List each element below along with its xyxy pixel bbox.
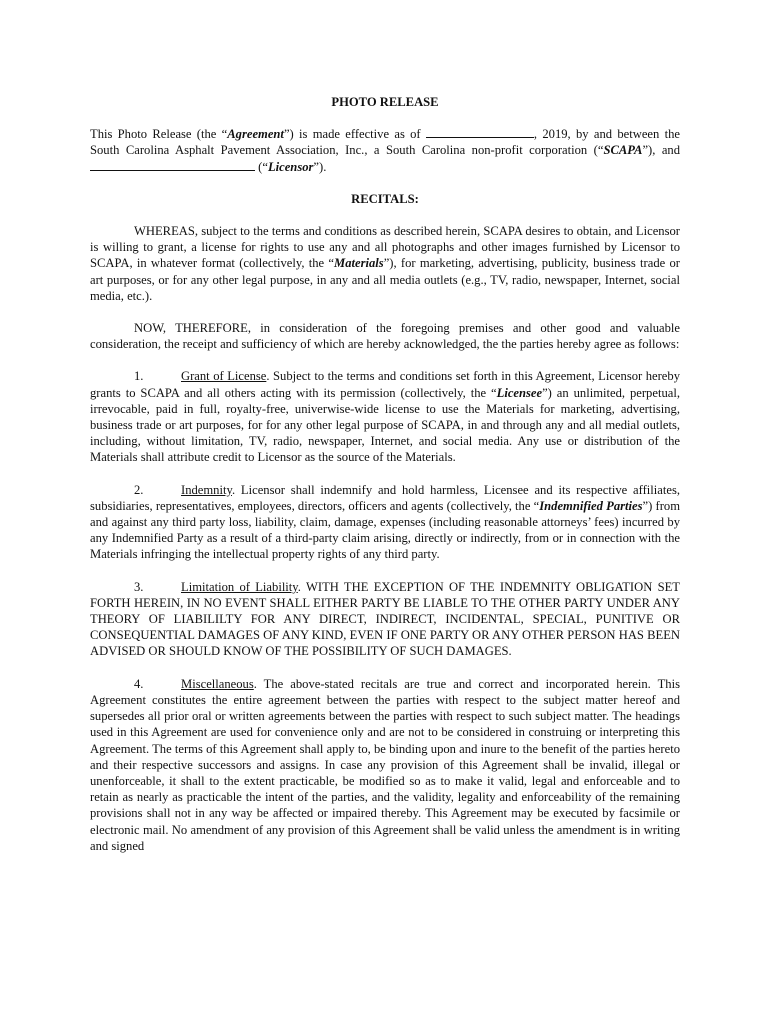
now-therefore-paragraph: NOW, THEREFORE, in consideration of the foregoing premises and other good and valuable consideration, the receipt and sufficiency of which are hereby acknowledged, the the parties hereby agree as follows:: [90, 321, 680, 352]
section-number: 2.: [134, 482, 144, 497]
intro-paragraph: [90, 126, 680, 175]
section-text-1: . WITH THE EXCEPTION OF THE INDEMNITY OBLIGATION SET FORTH HEREIN, IN NO EVENT SHALL EITHER PARTY BE LIABLE TO THE OTHER PARTY UNDER ANY THEORY OF LIABILILTY FOR ANY DIRECT, INDIRECT, INCIDENTAL, SPECIAL, PUNITIVE OR CONSEQUENTIAL DAMAGES OF ANY KIND, EVEN IF ONE PARTY OR ANY OTHER PERSON HAS BEEN ADVISED OR SHOULD KNOW OF THE POSSIBILITY OF SUCH DAMAGES.: [90, 579, 680, 659]
licensor-name-blank[interactable]: [90, 159, 255, 171]
whereas-paragraph: [90, 223, 680, 304]
intro-text-3: , 2019, by and between the South Carolina Asphalt Pavement Association, Inc., a South Carolina non-profit corporation (“: [90, 127, 680, 158]
intro-text-5: (“: [255, 159, 268, 174]
term-materials: Materials: [334, 256, 384, 271]
term-licensee: Licensee: [496, 385, 543, 400]
section-number: 1.: [134, 369, 144, 384]
section-heading: Limitation of Liability: [181, 579, 298, 594]
section-number: 4.: [134, 676, 144, 691]
intro-text-4: ”), and: [642, 143, 681, 158]
section-text-1: . Subject to the terms and conditions set forth in this Agreement, Licensor hereby grants to SCAPA and all others acting with its permission (collectively, the “: [90, 369, 680, 400]
whereas-text-1: WHEREAS, subject to the terms and conditions as described herein, SCAPA desires to obtain, and Licensor is willing to grant, a license for rights to use any and all photographs and other images furnished by Licensor to SCAPA, in whatever format (collectively, the “: [90, 224, 680, 271]
section-miscellaneous: [90, 676, 680, 854]
section-indemnity: [90, 482, 680, 563]
section-text-2: ”) an unlimited, perpetual, irrevocable, paid in full, royalty-free, univerwise-wide license to use the Materials for marketing, advertising, business trade or art purposes, for for any other legal purpose of SCAPA, in and through any and all medial outlets, including, without limitation, TV, radio, newspaper, Internet, and social media. Any use or distribution of the Materials shall attribute credit to Licensor as the source of the Materials.: [90, 385, 680, 465]
section-heading: Grant of License: [181, 369, 267, 384]
term-indemnified-parties: Indemnified Parties: [539, 498, 643, 513]
section-grant-of-license: [90, 368, 680, 465]
section-heading: Indemnity: [181, 482, 232, 497]
recitals-heading: RECITALS:: [351, 191, 419, 206]
whereas-text-2: ”), for marketing, advertising, publicity, business trade or art purposes, or for any other legal purpose, in any and all media outlets (e.g., TV, radio, newspaper, Internet, social media, etc.).: [90, 256, 680, 303]
document-title: PHOTO RELEASE: [331, 95, 439, 109]
intro-text-6: ”).: [313, 159, 327, 174]
term-scapa: SCAPA: [603, 143, 643, 158]
term-agreement: Agreement: [227, 127, 284, 142]
intro-text-2: ”) is made effective as of: [283, 127, 426, 142]
section-text-1: . Licensor shall indemnify and hold harmless, Licensee and its respective affiliates, subsidiaries, representatives, employees, directors, officers and agents (collectively, the “: [90, 482, 680, 513]
section-text-1: . The above-stated recitals are true and correct and incorporated herein. This Agreement constitutes the entire agreement between the parties with respect to the subject matter hereof and supersedes all prior oral or written agreements between the parties with respect to such subject matter. The headings used in this Agreement are used for convenience only and are not to be considered in construing or interpreting this Agreement. The terms of this Agreement shall apply to, be binding upon and inure to the benefit of the parties hereto and their respective successors and assigns. In case any provision of this Agreement shall be invalid, illegal or unenforceable, it shall to the extent practicable, be modified so as to make it valid, legal and enforceable and to retain as nearly as practicable the intent of the parties, and the validity, legality and enforceability of the remaining provisions shall not in any way be affected or impaired thereby. This Agreement may be executed by facsimile or electronic mail. No amendment of any provision of this Agreement shall be valid unless the amendment is in writing and signed: [90, 676, 680, 853]
section-number: 3.: [134, 579, 144, 594]
document-page: [90, 94, 680, 870]
effective-date-blank[interactable]: [426, 126, 534, 138]
term-licensor: Licensor: [267, 159, 314, 174]
section-text-2: ”) from and against any third party loss, liability, claim, damage, expenses (including reasonable attorneys’ fees) incurred by any Indemnified Party as a result of a third-party claim arising, directly or indirectly, from or in connection with the Materials infringing the intellectual property rights of any third party.: [90, 498, 680, 562]
section-limitation-of-liability: [90, 579, 680, 660]
section-heading: Miscellaneous: [181, 676, 254, 691]
intro-text-1: This Photo Release (the “: [90, 127, 228, 142]
